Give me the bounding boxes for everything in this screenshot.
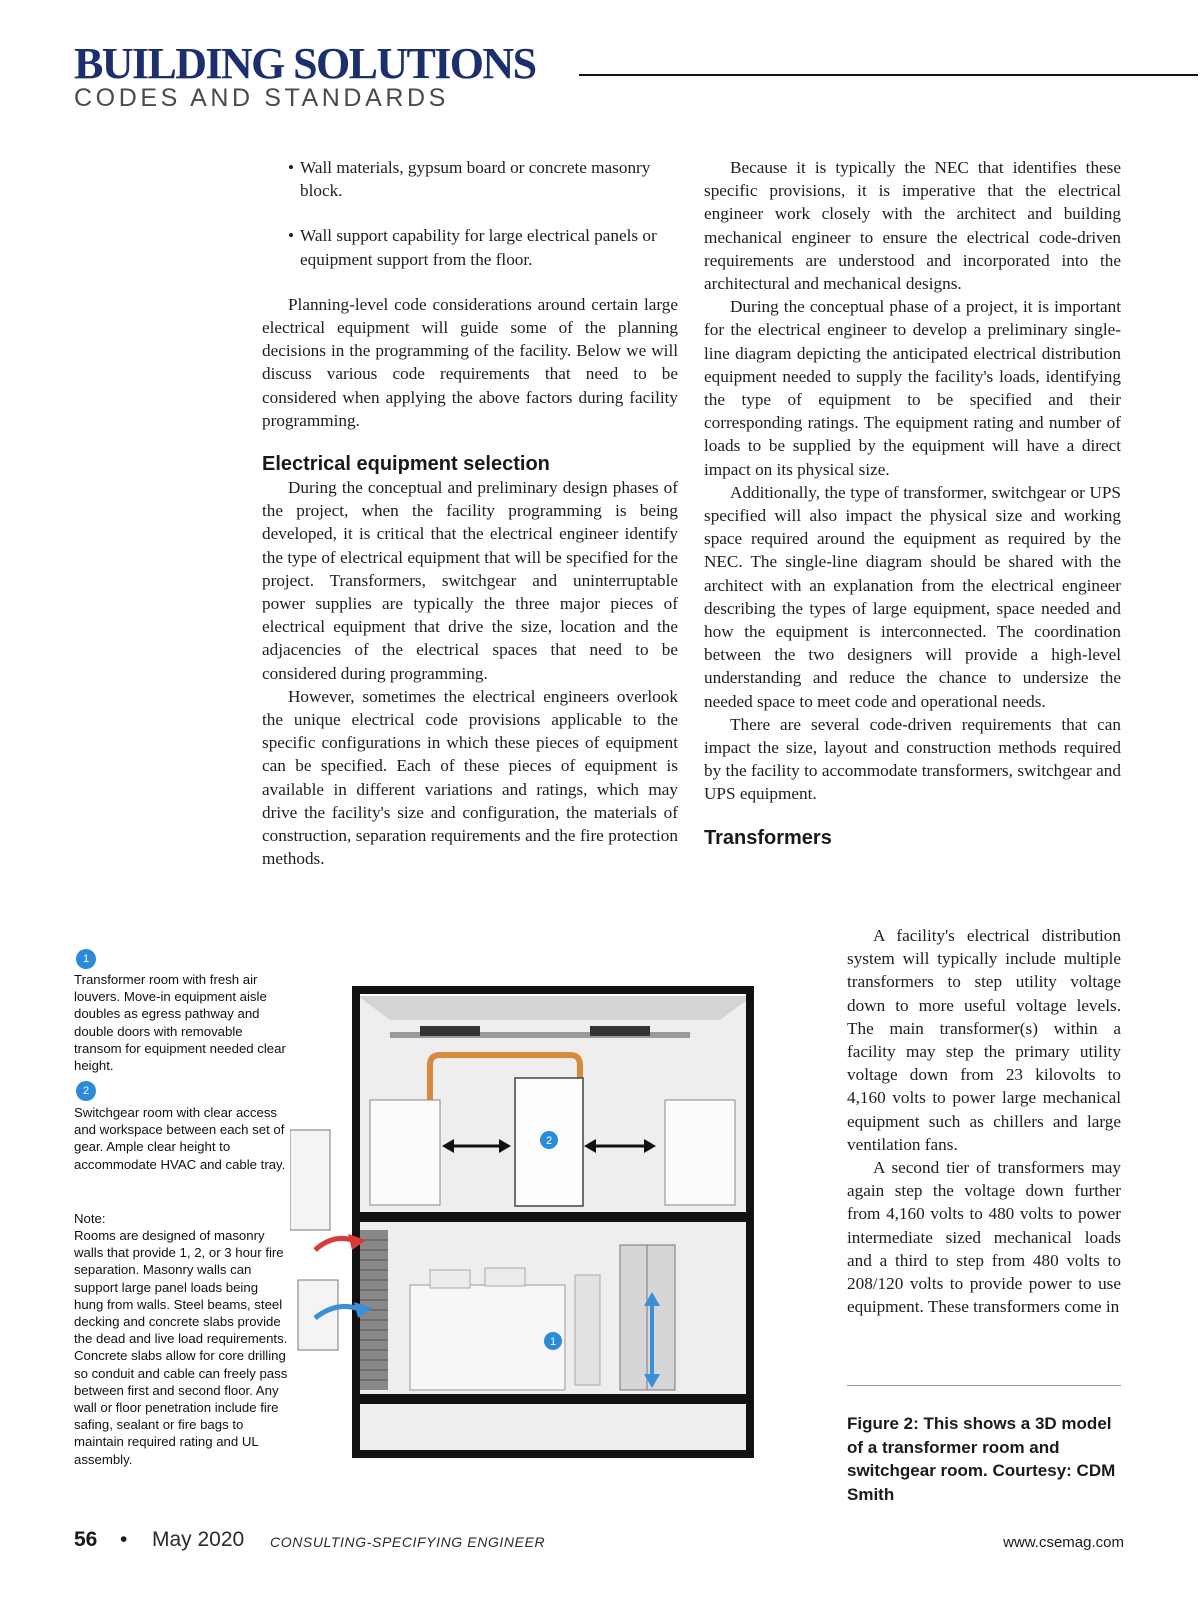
body-paragraph: However, sometimes the electrical engineers overlook the unique electrical code provisions applicable to the specific configurations in which these pieces of equipment can be specified. Each of these pieces of equipment is available in different variations and ratings, which may drive the facility's size and configuration, the materials of construction, separation requirements and the fire protection methods. bbox=[262, 686, 678, 869]
section-heading-transformers: Transformers bbox=[704, 826, 832, 849]
bullet-text: Wall materials, gypsum board or concrete masonry block. bbox=[300, 158, 651, 201]
roof-slab bbox=[352, 986, 754, 994]
transformer-unit bbox=[410, 1285, 565, 1390]
bullet-item bbox=[262, 156, 678, 202]
footer-separator: • bbox=[120, 1528, 128, 1551]
section-title: BUILDING SOLUTIONS bbox=[74, 39, 536, 88]
body-paragraph: Additionally, the type of transformer, switchgear or UPS specified will also impact the physical size and working space required around the equipment as required by the NEC. The single-line diagram should be shared with the architect with an explanation from the electrical engineer describing the types of large equipment, space needed and how the equipment is interconnected. The coordination between the two designers will provide a high-level understanding and reduce the chance to undersize the needed space to meet code and operational needs. bbox=[704, 482, 1121, 711]
left-wall bbox=[352, 990, 360, 1456]
right-wall bbox=[746, 990, 754, 1456]
section-subtitle: CODES AND STANDARDS bbox=[74, 84, 449, 112]
page-number: 56 bbox=[74, 1528, 98, 1551]
figure-caption: Figure 2: This shows a 3D model of a transformer room and switchgear room. Courtesy: CDM Smith bbox=[847, 1414, 1116, 1504]
ground-floor-slab bbox=[352, 1394, 754, 1404]
body-paragraph: A second tier of transformers may again step the voltage down further from 4,160 volts to 480 volts to power intermediate sized mechanical loads and a third to step from 480 volts to 208/120 volts to provide power to use equipment. These transformers come in bbox=[847, 1158, 1121, 1317]
figure-note-switchgear-room: Switchgear room with clear access and workspace between each set of gear. Ample clear height to accommodate HVAC and cable tray. bbox=[74, 1105, 286, 1172]
ceiling-beam bbox=[590, 1026, 650, 1036]
right-column bbox=[704, 156, 1121, 850]
website-link[interactable]: www.csemag.com bbox=[1003, 1534, 1124, 1551]
left-column bbox=[262, 156, 678, 870]
switchgear-cabinet bbox=[665, 1100, 735, 1205]
exterior-equipment bbox=[290, 1130, 330, 1230]
section-heading-equipment: Electrical equipment selection bbox=[262, 453, 550, 476]
ceiling-beam bbox=[420, 1026, 480, 1036]
caption-rule bbox=[847, 1385, 1121, 1386]
transformer-top bbox=[430, 1270, 470, 1288]
body-paragraph: During the conceptual phase of a project, it is important for the electrical engineer to develop a preliminary single-line diagram depicting the anticipated electrical distribution equipment needed to supply the facility's loads, identifying the type of equipment to be specified and their corresponding ratings. The equipment rating and number of loads to be supplied by the equipment will have a direct impact on its physical size. bbox=[704, 297, 1121, 479]
bullet-text: Wall support capability for large electrical panels or equipment support from the floor. bbox=[300, 226, 657, 269]
issue-date: May 2020 bbox=[152, 1528, 245, 1551]
bullet-dot-icon: • bbox=[288, 226, 295, 246]
intro-paragraph: Planning-level code considerations around certain large electrical equipment will guide some of the planning decisions in the programming of the facility. Below we will discuss various code requirements that need to be considered when applying the above factors during facility programming. bbox=[262, 294, 678, 430]
marker-lower-label: 1 bbox=[549, 1336, 557, 1348]
figure-note-heading: Note: bbox=[74, 1211, 106, 1226]
body-paragraph: During the conceptual and preliminary design phases of the project, when the facility programming is being developed, it is critical that the electrical engineer identify the type of electrical equipment that will be specified for the project. Transformers, switchgear and uninterruptable power supplies are typically the three major pieces of electrical equipment that drive the size, location and the adjacencies of the electrical spaces that need to be considered during programming. bbox=[262, 478, 678, 683]
switchgear-cabinet bbox=[370, 1100, 440, 1205]
building-section-drawing bbox=[290, 950, 820, 1500]
masthead bbox=[74, 38, 1198, 114]
marker-upper-label: 2 bbox=[545, 1135, 553, 1147]
upper-ceiling bbox=[358, 996, 752, 1020]
body-paragraph: A facility's electrical distribution system will typically include multiple transformers to step utility voltage down to more useful voltage levels. The main transformer(s) within a facility may step the primary utility voltage down from 23 kilovolts to 4,160 volts to power large mechanical equipment such as chillers and large ventilation fans. bbox=[847, 926, 1121, 1154]
middle-floor-slab bbox=[352, 1212, 754, 1222]
body-paragraph: Because it is typically the NEC that identifies these specific provisions, it is imperative that the electrical engineer work closely with the architect and building mechanical engineer to ensure the electrical code-driven requirements are understood and incorporated into the architectural and mechanical designs. bbox=[704, 158, 1121, 294]
figure-note-construction: Rooms are designed of masonry walls that provide 1, 2, or 3 hour fire separation. Masonry walls can support large panel loads being hung from walls. Steel beams, steel decking and concrete slabs provide the dead and live load requirements. Concrete slabs allow for core drilling so conduit and cable can freely pass between first and second floor. Any wall or floor penetration include fire safing, sealant or fire bags to maintain required rating and UL assembly. bbox=[74, 1228, 288, 1467]
figure-3d-model bbox=[290, 950, 820, 1500]
note-number-badge: 2 bbox=[76, 1081, 96, 1101]
body-paragraph: There are several code-driven requirements that can impact the size, layout and construction methods required by the facility to accommodate transformers, switchgear and UPS equipment. bbox=[704, 714, 1121, 804]
transformer-top bbox=[485, 1268, 525, 1286]
figure-note-transformer-room: Transformer room with fresh air louvers. Move-in equipment aisle doubles as egress pathway and double doors with removable transom for equipment needed clear height. bbox=[74, 972, 286, 1074]
transformers-column bbox=[847, 924, 1121, 1318]
transformer-side bbox=[575, 1275, 600, 1385]
foundation bbox=[352, 1450, 754, 1458]
magazine-name: CONSULTING-SPECIFYING ENGINEER bbox=[270, 1534, 546, 1550]
page-footer bbox=[74, 1528, 1124, 1558]
bullet-dot-icon: • bbox=[288, 158, 295, 177]
bullet-item bbox=[262, 224, 678, 270]
note-number-badge: 1 bbox=[76, 949, 96, 969]
masthead-rule bbox=[579, 74, 1198, 76]
